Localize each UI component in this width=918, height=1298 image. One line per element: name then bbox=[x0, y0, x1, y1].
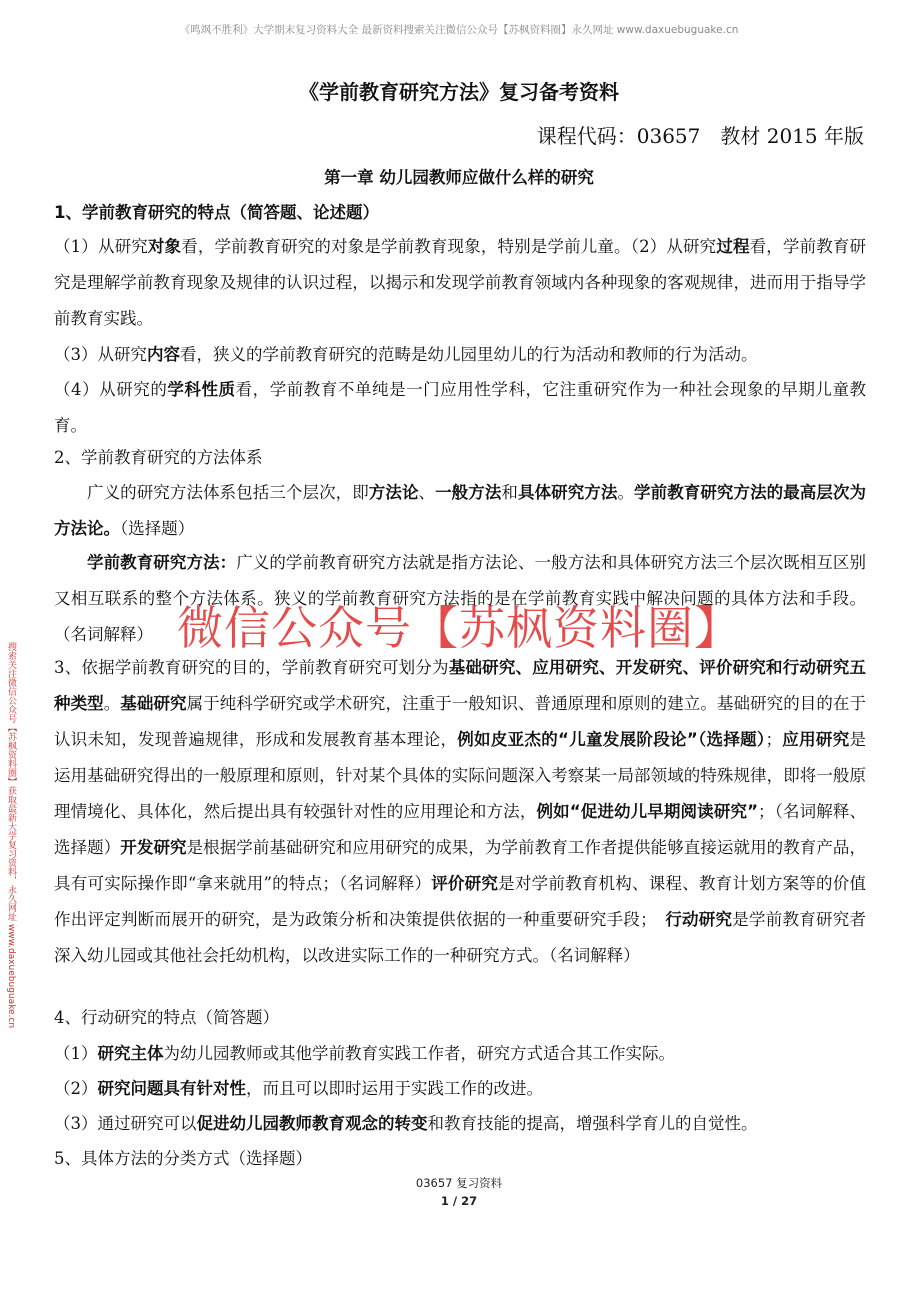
text-run: 。 bbox=[617, 483, 635, 502]
text-run: （3）通过研究可以 bbox=[54, 1114, 197, 1133]
text-run: 。 bbox=[103, 694, 121, 713]
section-1-paragraph-3 bbox=[54, 372, 866, 444]
section-4-paragraph-2 bbox=[54, 1071, 866, 1107]
footer-label: 03657 复习资料 bbox=[415, 1176, 503, 1190]
bold-term: 具体研究方法 bbox=[518, 483, 618, 502]
text-run: 看，学前教育研究是理解学前教育现象及规律的认识过程，以揭示和发现学前教育领域内各种现象的客观规律，进而用于指导学前教育实践。 bbox=[54, 237, 867, 328]
bold-term: 基础研究 bbox=[120, 694, 187, 713]
bold-term: 促进幼儿园教师教育观念的转变 bbox=[196, 1114, 428, 1133]
section-2-paragraph-2 bbox=[54, 545, 866, 653]
bold-term: 研究主体 bbox=[97, 1044, 164, 1063]
bold-term: 行动研究 bbox=[665, 910, 733, 929]
bold-term: 一般方法 bbox=[435, 483, 502, 502]
bold-term: 方法论 bbox=[368, 483, 419, 502]
section-5-heading: 5、具体方法的分类方式（选择题） bbox=[54, 1149, 312, 1168]
bold-term: 学科性质 bbox=[167, 380, 236, 399]
text-run: 和教育技能的提高，增强科学育儿的自觉性。 bbox=[427, 1114, 758, 1133]
bold-term: 过程 bbox=[716, 237, 750, 256]
side-note: 搜索关注微信公众号【苏枫资料圈】获取最新大学复习资料，永久网址 www.daxuebuguake.cn bbox=[6, 642, 16, 1029]
section-2-paragraph-1 bbox=[54, 475, 866, 547]
header-note: 《鸣飒不胜利》大学期末复习资料大全 最新资料搜索关注微信公众号【苏枫资料圈】永久网址 www.daxuebuguake.cn bbox=[179, 24, 739, 36]
text-run: 是运用基础研究得出的一般原理和原则，针对某个具体的实际问题深入考察某一局部领域的特殊规律，即将一般原理情境化、具体化，然后提出具有较强针对性的应用理论和方法， bbox=[54, 730, 866, 821]
page-number: 1 / 27 bbox=[440, 1194, 478, 1208]
text-run: （选择题） bbox=[120, 519, 195, 538]
section-1-heading: 1、学前教育研究的特点（简答题、论述题） bbox=[54, 203, 379, 222]
bold-term: 基础研究、应用研究、开发研究、评价研究和行动研究五种类型 bbox=[54, 658, 867, 713]
text-run: 、 bbox=[418, 483, 436, 502]
section-1-paragraph-1 bbox=[54, 229, 866, 337]
section-3-paragraph bbox=[54, 650, 866, 974]
text-run: 是学前教育研究者深入幼儿园或其他社会托幼机构，以改进实际工作的一种研究方式。（名词解释） bbox=[54, 910, 867, 965]
bold-term: 研究问题具有针对性 bbox=[97, 1079, 246, 1098]
section-4-paragraph-1 bbox=[54, 1036, 866, 1072]
text-run: （2） bbox=[54, 1079, 98, 1098]
text-run: ，而且可以即时运用于实践工作的改进。 bbox=[246, 1079, 543, 1098]
text-run: 看，学前教育不单纯是一门应用性学科，它注重研究作为一种社会现象的早期儿童教育。 bbox=[54, 380, 867, 435]
bold-term: 学前教育研究方法的最高层次为方法论。 bbox=[54, 483, 867, 538]
bold-term: 开发研究 bbox=[120, 838, 187, 857]
text-run: 是对学前教育机构、课程、教育计划方案等的价值作出评定判断而展开的研究，是为政策分析和决策提供依据的一种重要研究手段； bbox=[54, 874, 867, 929]
text-run: 和 bbox=[501, 483, 518, 502]
text-run: 为幼儿园教师或其他学前教育实践工作者，研究方式适合其工作实际。 bbox=[163, 1044, 675, 1063]
text-run: （1）从研究 bbox=[54, 237, 148, 256]
section-4-heading: 4、行动研究的特点（简答题） bbox=[54, 1008, 279, 1027]
chapter-title: 第一章 幼儿园教师应做什么样的研究 bbox=[324, 168, 594, 187]
bold-term: 评价研究 bbox=[431, 874, 499, 893]
text-run: 是根据学前基础研究和应用研究的成果，为学前教育工作者提供能够直接运就用的教育产品，具有可实际操作即“拿来就用”的特点；（名词解释） bbox=[54, 838, 867, 893]
bold-term: 内容 bbox=[147, 345, 180, 364]
bold-term: 应用研究 bbox=[781, 730, 850, 749]
text-run: 看，学前教育研究的对象是学前教育现象，特别是学前儿童。（2）从研究 bbox=[181, 237, 717, 256]
watermark: 微信公众号【苏枫资料圈】 bbox=[177, 601, 741, 655]
bold-term: 对象 bbox=[147, 237, 182, 256]
text-run: （3）从研究 bbox=[54, 345, 147, 364]
text-run: 属于纯科学研究或学术研究，注重于一般知识、普通原理和原则的建立。基础研究的目的在于认识未知，发现普遍规律，形成和发展教育基本理论， bbox=[54, 694, 867, 749]
bold-term: 学前教育研究方法： bbox=[87, 553, 237, 572]
document-title: 《学前教育研究方法》复习备考资料 bbox=[299, 80, 619, 104]
text-run: ； bbox=[765, 730, 782, 749]
text-run: （4）从研究的 bbox=[54, 380, 168, 399]
section-4-paragraph-3 bbox=[54, 1106, 866, 1142]
text-run: 看，狭义的学前教育研究的范畴是幼儿园里幼儿的行为活动和教师的行为活动。 bbox=[180, 345, 758, 364]
text-run: ；（名词解释、选择题） bbox=[54, 802, 867, 857]
section-2-heading: 2、学前教育研究的方法体系 bbox=[54, 448, 263, 467]
text-run: 广义的研究方法体系包括三个层次，即 bbox=[87, 483, 369, 502]
text-run: 广义的学前教育研究方法就是指方法论、一般方法和具体研究方法三个层次既相互区别又相互联系的整个方法体系。狭义的学前教育研究方法指的是在学前教育实践中解决问题的具体方法和手段。（名词解释） bbox=[54, 553, 867, 644]
bold-term: 例如皮亚杰的“儿童发展阶段论”（选择题） bbox=[457, 730, 766, 749]
text-run: （1） bbox=[54, 1044, 98, 1063]
bold-term: 例如“促进幼儿早期阅读研究” bbox=[536, 802, 758, 821]
text-run: 3、依据学前教育研究的目的，学前教育研究可划分为 bbox=[54, 658, 449, 677]
section-1-paragraph-2 bbox=[54, 337, 866, 373]
course-info: 课程代码：03657 教材 2015 年版 bbox=[536, 124, 864, 148]
